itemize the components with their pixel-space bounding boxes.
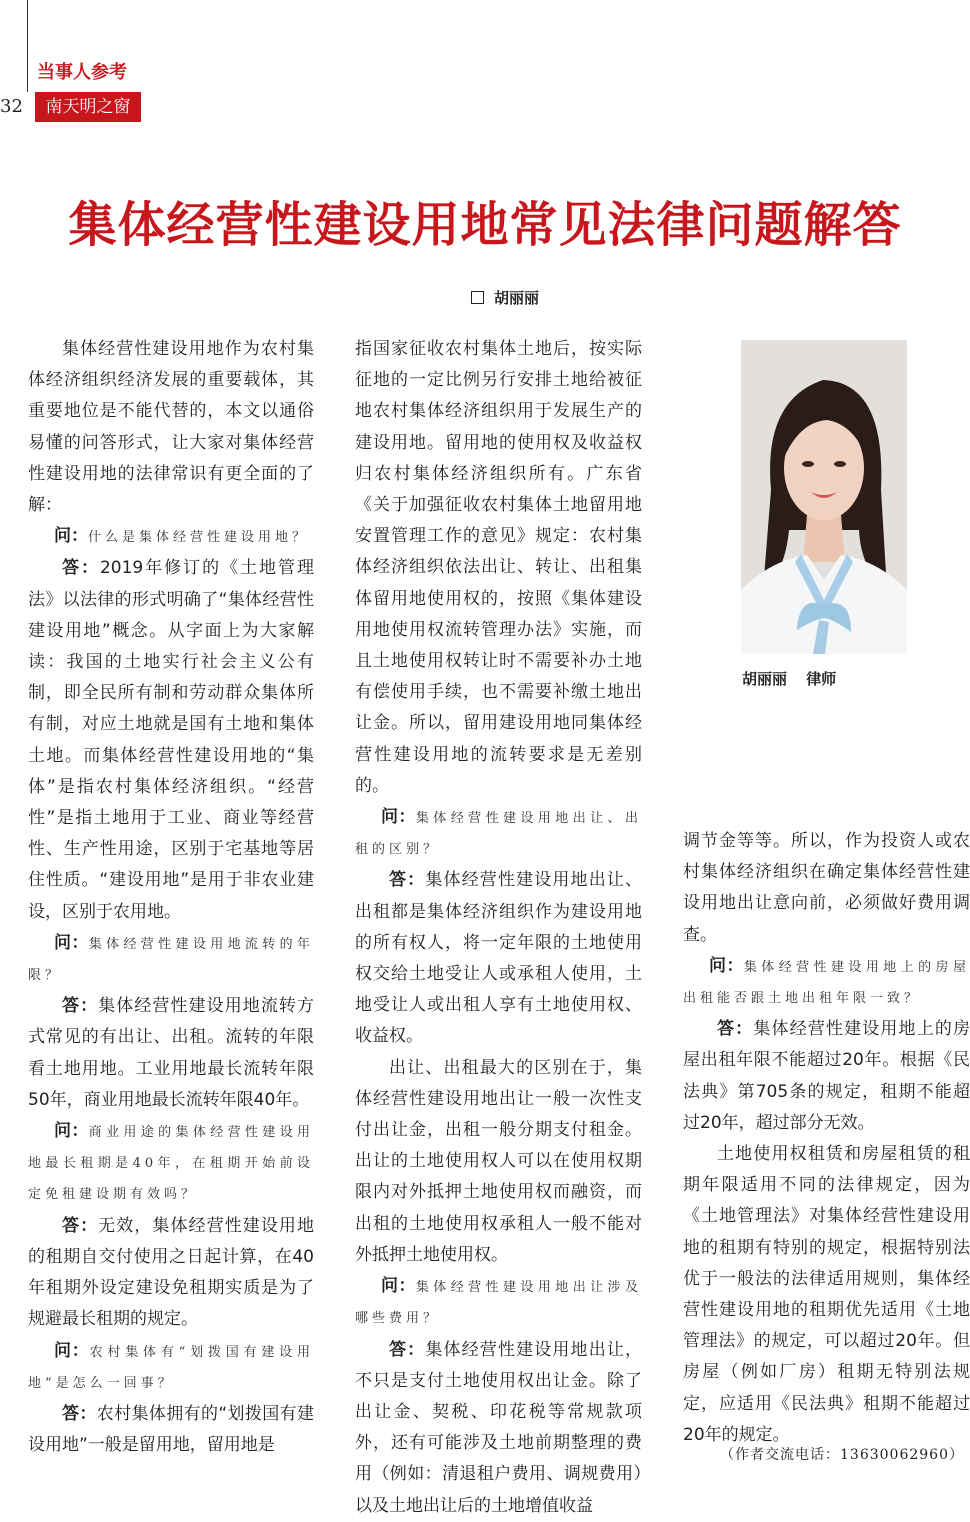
question-7: 问：集体经营性建设用地上的房屋出租能否跟土地出租年限一致？ (683, 955, 970, 1007)
square-icon (471, 291, 484, 304)
question-label: 问： (54, 1340, 90, 1361)
column-1 (28, 334, 314, 1461)
answer-5: 答：集体经营性建设用地出让、出租都是集体经济组织作为建设用地的所有权人，将一定年限的土地使用权交给土地受让人或承租人使用，土地受让人或出租人享有土地使用权、收益权。 (355, 870, 643, 1047)
question-label: 问： (54, 526, 88, 547)
final-paragraph: 土地使用权租赁和房屋租赁的租期年限适用不同的法律规定，因为《土地管理法》对集体经营性建设用地的租期有特别的规定，根据特别法优于一般法的法律适用规则，集体经营性建设用地的租期优先适用《土地管理法》的规定，可以超过20年。但房屋（例如厂房）租期无特别法规定，应适用《民法典》租期不能超过20年的规定。 (683, 1144, 970, 1445)
portrait-image (741, 340, 907, 654)
column-badge: 南天明之窗 (35, 92, 141, 122)
intro-paragraph: 集体经营性建设用地作为农村集体经济组织经济发展的重要载体，其重要地位是不能代替的，本文以通俗易懂的问答形式，让大家对集体经营性建设用地的法律常识有更全面的了解： (28, 339, 314, 516)
answer-4-start: 答：农村集体拥有的“划拨国有建设用地”一般是留用地，留用地是 (28, 1403, 315, 1456)
question-1: 问：什么是集体经营性建设用地？ (54, 526, 310, 547)
question-label: 问： (54, 1121, 89, 1142)
author-contact: （作者交流电话：13630062960） (720, 1447, 964, 1463)
question-label: 问： (381, 1276, 416, 1297)
answer-label: 答： (717, 1019, 754, 1040)
section-title: 当事人参考 (37, 62, 127, 83)
answer-label: 答： (62, 1403, 97, 1424)
answer-1: 答：2019年修订的《土地管理法》以法律的形式明确了“集体经营性建设用地”概念。从字面上为大家解读：我国的土地实行社会主义公有制，即全民所有制和劳动群众集体所有制，对应土地就是国有土地和集体土地。而集体经营性建设用地的“集体”是指农村集体经济组织。“经营性”是指土地用于工业、商业等经营性、生产性用途，区别于宅基地等居住性质。“建设用地”是用于非农业建设，区别于农用地。 (28, 558, 314, 922)
answer-label: 答： (62, 1215, 99, 1236)
answer-label: 答： (62, 996, 99, 1017)
page-number: 32 (0, 96, 23, 117)
byline (0, 287, 970, 308)
question-2: 问：集体经营性建设用地流转的年限？ (28, 932, 314, 984)
article-title: 集体经营性建设用地常见法律问题解答 (68, 197, 902, 253)
question-6: 问：集体经营性建设用地出让涉及哪些费用？ (355, 1276, 642, 1327)
column-3 (683, 826, 970, 1451)
answer-7: 答：集体经营性建设用地上的房屋出租年限不能超过20年。根据《民法典》第705条的规定，租期不能超过20年，超过部分无效。 (683, 1019, 970, 1133)
author-photo (741, 340, 907, 654)
header-rule (27, 0, 28, 92)
answer-label: 答： (389, 870, 426, 891)
author-name: 胡丽丽 (493, 289, 539, 307)
answer-label: 答： (62, 558, 100, 579)
answer-3: 答：无效，集体经营性建设用地的租期自交付使用之日起计算，在40年租期外设定建设免租期实质是为了规避最长租期的规定。 (28, 1215, 315, 1330)
question-3: 问：商业用途的集体经营性建设用地最长租期是40年，在租期开始前设定免租建设期有效吗？ (28, 1121, 314, 1203)
answer-2: 答：集体经营性建设用地流转方式常见的有出让、出租。流转的年限看土地用地。工业用地最长流转年限50年，商业用地最长流转年限40年。 (28, 996, 315, 1110)
question-label: 问： (54, 932, 89, 953)
question-label: 问： (381, 807, 416, 828)
answer-4-cont: 指国家征收农村集体土地后，按实际征地的一定比例另行安排土地给被征地农村集体经济组织用于发展生产的建设用地。留用地的使用权及收益权归农村集体经济组织所有。广东省《关于加强征收农村集体土地留用地安置管理工作的意见》规定：农村集体经济组织依法出让、转让、出租集体留用地使用权的，按照《集体建设用地使用权流转管理办法》实施，而且土地使用权转让时不需要补办土地有偿使用手续，也不需要补缴土地出让金。所以，留用建设用地同集体经营性建设用地的流转要求是无差别的。 (355, 339, 642, 796)
photo-caption: 胡丽丽 律师 (742, 670, 837, 688)
question-4: 问：农村集体有“划拨国有建设用地”是怎么一回事？ (28, 1340, 314, 1391)
answer-label: 答： (389, 1339, 426, 1360)
column-2 (355, 334, 642, 1522)
answer-6-cont: 调节金等等。所以，作为投资人或农村集体经济组织在确定集体经营性建设用地出让意向前，必须做好费用调查。 (683, 831, 970, 945)
question-5: 问：集体经营性建设用地出让、出租的区别？ (355, 807, 642, 858)
answer-6-start: 答：集体经营性建设用地出让，不只是支付土地使用权出让金。除了出让金、契税、印花税等常规款项外，还有可能涉及土地前期整理的费用（例如：清退租户费用、调规费用）以及土地出让后的土地增值收益 (355, 1339, 643, 1516)
difference-paragraph: 出让、出租最大的区别在于，集体经营性建设用地出让一般一次性支付出让金，出租一般分期支付租金。出让的土地使用权人可以在使用权期限内对外抵押土地使用权而融资，而出租的土地使用权承租人一般不能对外抵押土地使用权。 (355, 1057, 642, 1265)
question-label: 问： (709, 955, 744, 976)
